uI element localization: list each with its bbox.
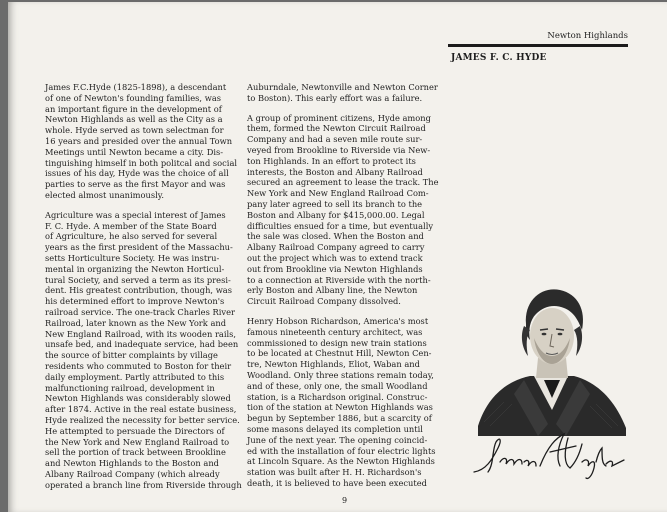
text-line: the sale was closed. When the Boston and [247, 231, 424, 242]
text-line: death, it is believed to have been executed [247, 477, 427, 488]
text-column-right [247, 82, 439, 498]
text-line: interests, the Boston and Albany Railroad [247, 166, 423, 177]
text-line: Agriculture was a special interest of James [45, 209, 226, 220]
text-line: station, is a Richardson original. Construc- [247, 391, 428, 402]
text-line: ton Highlands. In an effort to protect its [247, 155, 416, 166]
text-line: to a connection at Riverside with the north- [247, 274, 431, 285]
paragraph [247, 82, 439, 104]
section-title: JAMES F. C. HYDE [451, 53, 547, 63]
text-line: veyed from Brookline to Riverside via New- [247, 144, 431, 155]
paragraph [247, 316, 439, 489]
text-line: Meetings until Newton became a city. Dis- [45, 146, 224, 157]
text-line: elected almost unanimously. [45, 189, 164, 200]
text-line: Henry Hobson Richardson, America's most [247, 315, 429, 326]
text-line: at Lincoln Square. As the Newton Highlands [247, 456, 435, 467]
text-line: years as the first president of the Massachu- [45, 242, 233, 253]
page-number: 9 [342, 496, 348, 505]
text-line: to be located at Chestnut Hill, Newton Cen- [247, 348, 432, 359]
text-line: pany later agreed to sell its branch to the [247, 198, 423, 209]
text-line: He attempted to persuade the Directors of [45, 425, 225, 436]
text-line: Railroad, later known as the New York and [45, 317, 227, 328]
text-line: June of the next year. The opening coincid- [247, 434, 428, 445]
text-line: Albany Railroad Company agreed to carry [247, 242, 425, 253]
text-line: difficulties ensued for a time, but eventually [247, 220, 434, 231]
text-line: Woodland. Only three stations remain today, [247, 369, 434, 380]
text-line: F. C. Hyde. A member of the State Board [45, 220, 217, 231]
text-line: begun by September 1886, but a scarcity of [247, 413, 432, 424]
text-line: 16 years and presided over the annual Town [45, 135, 233, 146]
text-line: some masons delayed its completion until [247, 423, 423, 434]
text-line: mental in organizing the Newton Horticul- [45, 263, 225, 274]
text-line: tinguishing himself in both politcal and social [45, 157, 238, 168]
header-rule [448, 44, 628, 47]
text-line: whole. Hyde served as town selectman for [45, 125, 224, 136]
text-line: famous nineteenth century architect, was [247, 326, 423, 337]
text-line: out the project which was to extend track [247, 252, 423, 263]
paragraph [247, 113, 439, 307]
text-line: the New York and New England Railroad to [45, 436, 230, 447]
text-line: secured an agreement to lease the track. The [247, 177, 439, 188]
text-line: daily employment. Partly attributed to this [45, 371, 225, 382]
text-line: Auburndale, Newtonville and Newton Corner [247, 82, 438, 92]
text-line: sell the portion of track between Brookline [45, 447, 226, 458]
text-line: them, formed the Newton Circuit Railroad [247, 123, 426, 134]
text-line: New England Railroad, with its wooden rails, [45, 328, 237, 339]
text-column-left [45, 82, 242, 499]
text-line: of one of Newton's founding families, was [45, 92, 222, 103]
text-line: of Agriculture, he also served for several [45, 231, 218, 242]
text-line: out from Brookline via Newton Highlands [247, 263, 423, 274]
text-line: railroad service. The one-track Charles River [45, 306, 235, 317]
signature [474, 434, 624, 479]
text-line: ed with the installation of four electric lights [247, 445, 436, 456]
text-line: station was built after H. H. Richardson's [247, 467, 422, 478]
text-line: Albany Railroad Company (which already [45, 468, 220, 479]
text-line: tion of the station at Newton Highlands was [247, 402, 433, 413]
text-line: residents who commuted to Boston for their [45, 360, 232, 371]
text-line: his determined effort to improve Newton's [45, 296, 225, 307]
text-line: operated a branch line from Riverside through [45, 479, 242, 490]
text-line: Newton Highlands as well as the City as a [45, 114, 223, 125]
text-line: and Newton Highlands to the Boston and [45, 458, 219, 469]
text-line: Boston and Albany for $415,000.00. Legal [247, 209, 425, 220]
text-line: unsafe bed, and inadequate service, had been [45, 339, 239, 350]
book-page [8, 2, 667, 512]
portrait-engraving [464, 276, 636, 484]
text-line: parties to serve as the first Mayor and was [45, 179, 226, 190]
text-line: Circuit Railroad Company dissolved. [247, 296, 401, 307]
text-line: dent. His greatest contribution, though, was [45, 285, 233, 296]
text-line: to Boston). This early effort was a failure. [247, 92, 423, 103]
paragraph [45, 209, 242, 491]
text-line: and of these, only one, the small Woodland [247, 380, 428, 391]
text-line: after 1874. Active in the real estate business, [45, 404, 237, 415]
text-line: tre, Newton Highlands, Eliot, Waban and [247, 359, 420, 370]
text-line: Company and had a seven mile route sur- [247, 134, 423, 145]
text-line: tural Society, and served a term as its presi- [45, 274, 231, 285]
text-line: New York and New England Railroad Com- [247, 188, 429, 199]
text-line: Newton Highlands was considerably slowed [45, 393, 231, 404]
text-line: A group of prominent citizens, Hyde among [247, 112, 431, 123]
text-line: the source of bitter complaints by village [45, 350, 218, 361]
text-line: erly Boston and Albany line, the Newton [247, 285, 418, 296]
text-line: setts Horticulture Society. He was instru- [45, 252, 220, 263]
running-head: Newton Highlands [547, 31, 628, 41]
text-line: James F.C.Hyde (1825-1898), a descendant [45, 82, 227, 92]
text-line: Hyde realized the necessity for better service. [45, 414, 240, 425]
text-line: commissioned to design new train stations [247, 337, 427, 348]
paragraph [45, 82, 238, 201]
text-line: issues of his day, Hyde was the choice of all [45, 168, 229, 179]
text-line: an important figure in the development of [45, 103, 222, 114]
text-line: malfunctioning railroad, development in [45, 382, 215, 393]
